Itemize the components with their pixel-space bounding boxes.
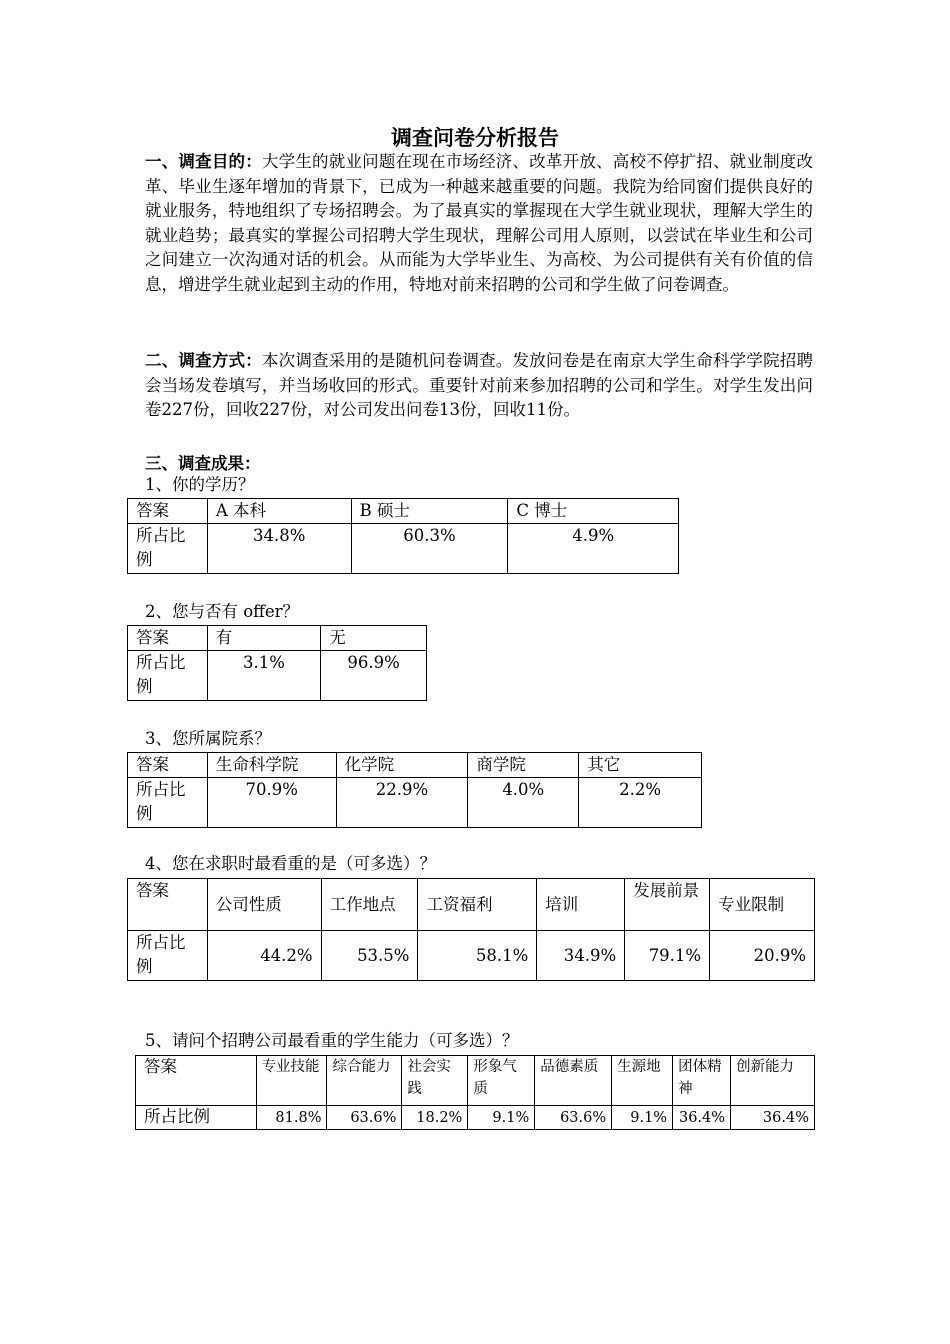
table-cell: 无 bbox=[321, 626, 427, 651]
table-cell: 所占比例 bbox=[128, 524, 208, 574]
table-cell: 所占比例 bbox=[136, 1106, 257, 1130]
q2-table bbox=[127, 625, 427, 701]
table-cell: 4.0% bbox=[468, 778, 579, 828]
q3-question: 3、您所属院系？ bbox=[145, 729, 271, 748]
table-row bbox=[136, 1106, 815, 1130]
table-cell: 70.9% bbox=[207, 778, 336, 828]
table-cell: 生命科学院 bbox=[207, 753, 336, 778]
q4-table bbox=[127, 878, 815, 981]
section-results-heading: 三、调查成果： bbox=[145, 454, 261, 473]
q3-table bbox=[127, 752, 702, 828]
table-cell: 创新能力 bbox=[731, 1056, 815, 1106]
section-purpose bbox=[145, 150, 813, 298]
table-row bbox=[128, 524, 679, 574]
q2-question: 2、您与否有 offer？ bbox=[145, 602, 300, 621]
table-row bbox=[128, 626, 427, 651]
table-cell: B 硕士 bbox=[351, 499, 508, 524]
section-method-text: 本次调查采用的是随机问卷调查。发放问卷是在南京大学生命科学学院招聘会当场发卷填写，并当场收回的形式。重要针对前来参加招聘的公司和学生。对学生发出问卷227份，回收227份，对公司发出问卷13份，回收11份。 bbox=[145, 351, 814, 420]
section-method bbox=[145, 349, 813, 423]
table-cell: 4.9% bbox=[508, 524, 679, 574]
table-cell: 53.5% bbox=[321, 931, 418, 981]
table-row bbox=[128, 499, 679, 524]
table-cell: 所占比例 bbox=[128, 931, 208, 981]
table-cell: 答案 bbox=[136, 1056, 257, 1106]
table-cell: 答案 bbox=[128, 626, 208, 651]
table-row bbox=[128, 778, 702, 828]
table-cell: 专业限制 bbox=[710, 879, 815, 931]
table-cell: 34.9% bbox=[537, 931, 625, 981]
table-cell: 化学院 bbox=[336, 753, 468, 778]
table-cell: C 博士 bbox=[508, 499, 679, 524]
table-cell: 3.1% bbox=[207, 651, 321, 701]
table-cell: 综合能力 bbox=[327, 1056, 402, 1106]
table-cell: 63.6% bbox=[327, 1106, 402, 1130]
table-cell: 44.2% bbox=[207, 931, 321, 981]
table-cell: 所占比例 bbox=[128, 651, 208, 701]
table-cell: 答案 bbox=[128, 879, 208, 931]
table-cell: A 本科 bbox=[207, 499, 351, 524]
section-purpose-heading: 一、调查目的： bbox=[145, 152, 262, 171]
table-cell: 9.1% bbox=[468, 1106, 535, 1130]
table-cell: 社会实践 bbox=[402, 1056, 468, 1106]
table-cell: 公司性质 bbox=[207, 879, 321, 931]
table-cell: 其它 bbox=[579, 753, 702, 778]
table-cell: 答案 bbox=[128, 499, 208, 524]
section-purpose-text: 大学生的就业问题在现在市场经济、改革开放、高校不停扩招、就业制度改革、毕业生逐年增加的背景下，已成为一种越来越重要的问题。我院为给同窗们提供良好的就业服务，特地组织了专场招聘会。为了最真实的掌握现在大学生就业现状，理解大学生的就业趋势；最真实的掌握公司招聘大学生现状，理解公司用人原则，以尝试在毕业生和公司之间建立一次沟通对话的机会。从而能为大学毕业生、为高校、为公司提供有关有价值的信息，增进学生就业起到主动的作用，特地对前来招聘的公司和学生做了问卷调查。 bbox=[145, 152, 814, 294]
table-cell: 36.4% bbox=[673, 1106, 731, 1130]
q5-table bbox=[135, 1055, 815, 1130]
table-cell: 20.9% bbox=[710, 931, 815, 981]
table-cell: 81.8% bbox=[256, 1106, 327, 1130]
table-cell: 团体精神 bbox=[673, 1056, 731, 1106]
q1-question: 1、你的学历？ bbox=[145, 475, 255, 494]
table-row bbox=[128, 879, 815, 931]
table-cell: 形象气质 bbox=[468, 1056, 535, 1106]
table-cell: 专业技能 bbox=[256, 1056, 327, 1106]
q1-table bbox=[127, 498, 679, 574]
table-cell: 9.1% bbox=[612, 1106, 673, 1130]
table-cell: 63.6% bbox=[535, 1106, 612, 1130]
table-cell: 商学院 bbox=[468, 753, 579, 778]
q4-question: 4、您在求职时最看重的是（可多选）？ bbox=[145, 854, 436, 873]
q5-question: 5、请问个招聘公司最看重的学生能力（可多选）？ bbox=[145, 1031, 519, 1050]
table-row bbox=[128, 753, 702, 778]
table-row bbox=[128, 651, 427, 701]
table-cell: 18.2% bbox=[402, 1106, 468, 1130]
page-title: 调查问卷分析报告 bbox=[391, 126, 559, 150]
table-cell: 发展前景 bbox=[625, 879, 710, 931]
table-cell: 生源地 bbox=[612, 1056, 673, 1106]
section-method-heading: 二、调查方式： bbox=[145, 351, 262, 370]
table-cell: 有 bbox=[207, 626, 321, 651]
table-cell: 工资福利 bbox=[418, 879, 537, 931]
table-cell: 79.1% bbox=[625, 931, 710, 981]
table-cell: 96.9% bbox=[321, 651, 427, 701]
table-cell: 工作地点 bbox=[321, 879, 418, 931]
table-cell: 60.3% bbox=[351, 524, 508, 574]
table-cell: 答案 bbox=[128, 753, 208, 778]
table-cell: 36.4% bbox=[731, 1106, 815, 1130]
table-cell: 培训 bbox=[537, 879, 625, 931]
table-cell: 58.1% bbox=[418, 931, 537, 981]
table-row bbox=[136, 1056, 815, 1106]
table-row bbox=[128, 931, 815, 981]
table-cell: 所占比例 bbox=[128, 778, 208, 828]
table-cell: 品德素质 bbox=[535, 1056, 612, 1106]
table-cell: 34.8% bbox=[207, 524, 351, 574]
table-cell: 2.2% bbox=[579, 778, 702, 828]
table-cell: 22.9% bbox=[336, 778, 468, 828]
